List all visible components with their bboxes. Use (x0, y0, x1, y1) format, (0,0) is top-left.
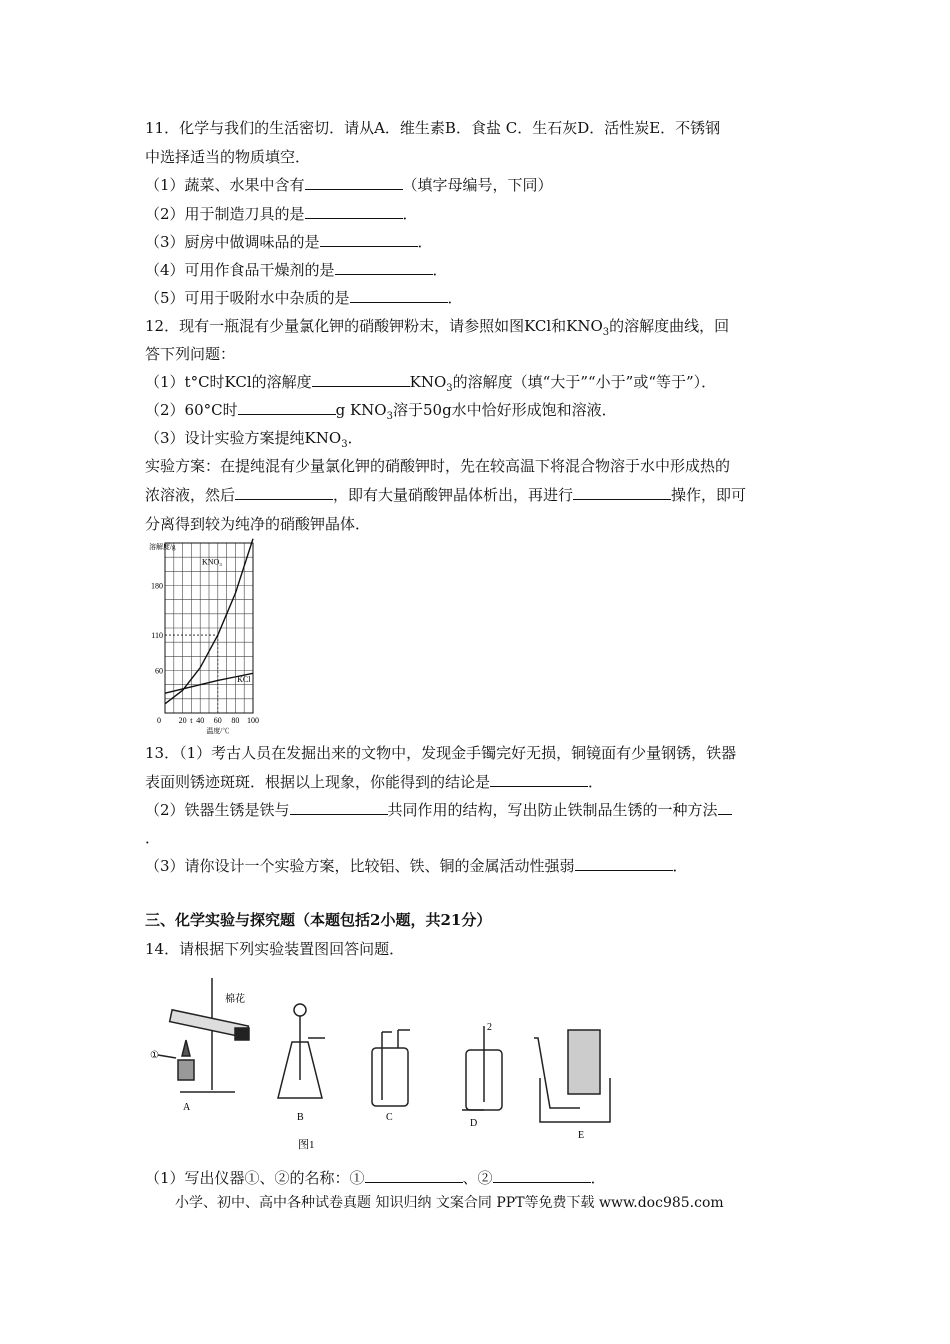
fig-label-c: C (386, 1112, 393, 1123)
y-axis-label: 溶解度/g (149, 543, 176, 551)
legend-kno3: KNO₃ (201, 557, 223, 567)
footer-text[interactable]: 小学、初中、高中各种试卷真题 知识归纳 文案合同 PPT等免费下载 www.doc985.com (175, 1195, 724, 1211)
answer-blank[interactable] (320, 232, 418, 247)
q13-line5: （3）请你设计一个实验方案，比较铝、铁、铜的金属活动性强弱 ． (145, 857, 688, 875)
y-tick-label: 110 (151, 631, 163, 641)
answer-blank[interactable] (718, 800, 732, 815)
answer-blank[interactable] (365, 1168, 463, 1183)
answer-blank[interactable] (312, 372, 410, 387)
answer-blank[interactable] (290, 800, 388, 815)
chart-grid (165, 543, 253, 713)
q12-stem-line1: 12．现有一瓶混有少量氯化钾的硝酸钾粉末，请参照如图KCl和$KNO_3$的溶解度曲线，回 (145, 317, 730, 338)
q13-line4: ． (145, 829, 161, 847)
apparatus-d (462, 1026, 502, 1110)
answer-blank[interactable] (238, 400, 336, 415)
answer-blank[interactable] (305, 204, 403, 219)
fig-label-b: B (297, 1112, 304, 1123)
answer-blank[interactable] (235, 485, 333, 500)
q12-plan-line2: 浓溶液，然后 ，即有大量硝酸钾晶体析出，再进行 操作，即可 (145, 486, 747, 504)
x-tick-label: 100 (247, 716, 259, 725)
fig-label-d: D (470, 1118, 478, 1129)
q12-part-1: （1）t°C时KCl的溶解度 $KNO_3$的溶解度（填“大于”“小于”或“等于”）． (145, 373, 717, 394)
q12-stem-line2: 答下列问题： (145, 345, 236, 363)
x-axis-label: 温度/℃ (206, 727, 230, 735)
x-tick-label: 0 (157, 716, 161, 725)
q14-part-1: （1）写出仪器①、②的名称：① 、② ． (145, 1169, 606, 1187)
answer-blank[interactable] (490, 772, 588, 787)
solubility-chart (145, 535, 260, 735)
answer-blank[interactable] (335, 260, 433, 275)
answer-blank[interactable] (573, 485, 671, 500)
q11-item-3: （3）厨房中做调味品的是 ． (145, 233, 433, 251)
x-tick-label: 60 (213, 716, 222, 725)
q11-item-5: （5）可用于吸附水中杂质的是 ． (145, 289, 463, 307)
answer-blank[interactable] (350, 288, 448, 303)
apparatus-e (534, 1030, 610, 1122)
fig-label-a: A (183, 1102, 191, 1113)
mark-2: 2 (487, 1022, 492, 1033)
q11-item-2: （2）用于制造刀具的是 ． (145, 205, 418, 223)
fig-label-e: E (578, 1130, 585, 1141)
figure-caption: 图1 (298, 1139, 315, 1151)
q13-line3: （2）铁器生锈是铁与 共同作用的结构，写出防止铁制品生锈的一种方法 (145, 800, 732, 820)
q11-item-1: （1）蔬菜、水果中含有 （填字母编号，下同） (145, 176, 553, 194)
apparatus-figure (150, 970, 630, 1155)
q11-stem-line1: 11．化学与我们的生活密切．请从A．维生素B．食盐 C．生石灰D．活性炭E．不锈钢 (145, 119, 721, 137)
apparatus-b (278, 1004, 325, 1098)
y-tick-label: 60 (155, 666, 163, 676)
q14-stem: 14．请根据下列实验装置图回答问题． (145, 940, 405, 958)
mark-1: ① (150, 1050, 159, 1061)
cotton-label: 棉花 (225, 994, 245, 1005)
q13-line2: 表面则锈迹斑斑．根据以上现象，你能得到的结论是 ． (145, 773, 604, 791)
q12-part-2: （2）60°C时 g $KNO_3$溶于50g水中恰好形成饱和溶液． (145, 401, 617, 422)
x-tick-label: t (190, 716, 193, 725)
q13-line1: 13．（1）考古人员在发掘出来的文物中，发现金手镯完好无损，铜镜面有少量钢锈，铁器 (145, 744, 737, 762)
answer-blank[interactable] (575, 856, 673, 871)
answer-blank[interactable] (493, 1168, 591, 1183)
x-tick-label: 20 (178, 716, 187, 725)
section-3-heading: 三、化学实验与探究题（本题包括2小题，共21分） (145, 911, 492, 929)
x-tick-label: 80 (231, 716, 240, 725)
q12-plan-line3: 分离得到较为纯净的硝酸钾晶体． (145, 515, 371, 533)
q12-plan-line1: 实验方案：在提纯混有少量氯化钾的硝酸钾时，先在较高温下将混合物溶于水中形成热的 (145, 457, 731, 475)
q11-stem-line2: 中选择适当的物质填空． (145, 148, 311, 166)
answer-blank[interactable] (305, 175, 403, 190)
legend-kcl: KCl (237, 674, 251, 684)
q11-item-4: （4）可用作食品干燥剂的是 ． (145, 261, 448, 279)
x-tick-label: 40 (196, 716, 205, 725)
q12-part-3: （3）设计实验方案提纯$KNO_3$． (145, 429, 363, 450)
y-tick-label: 180 (151, 581, 163, 591)
apparatus-c (372, 1030, 410, 1106)
